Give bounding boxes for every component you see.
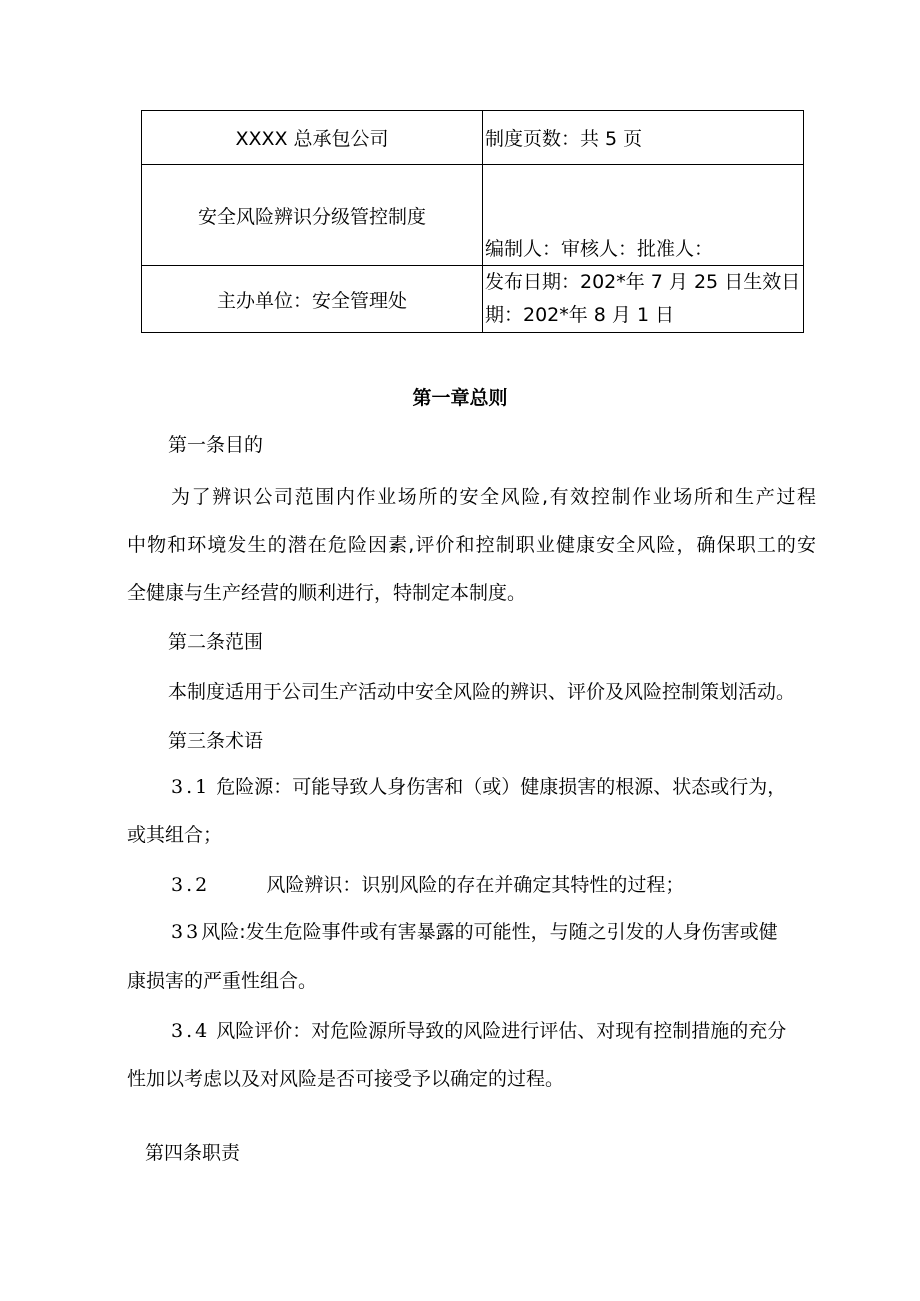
term-3-1-text: 危险源：可能导致人身伤害和（或）健康损害的根源、状态或行为， bbox=[216, 776, 787, 798]
article-1-line-1: 为了辨识公司范围内作业场所的安全风险,有效控制作业场所和生产过程 bbox=[171, 486, 816, 508]
dates-line-2: 期：202*年 8 月 1 日 bbox=[485, 304, 675, 326]
term-3-1-line-2: 或其组合； bbox=[127, 824, 223, 846]
article-1-line-3: 全健康与生产经营的顺利进行，特制定本制度。 bbox=[127, 582, 527, 604]
term-3-1-number: 3.1 bbox=[171, 776, 211, 798]
company-name-cell: XXXX 总承包公司 bbox=[142, 111, 483, 165]
term-3-1-row bbox=[171, 772, 786, 799]
term-3-4-row bbox=[171, 1016, 786, 1043]
article-3-heading: 第三条术语 bbox=[168, 730, 264, 752]
header-row-2 bbox=[142, 165, 804, 266]
term-3-4-text: 风险评价：对危险源所导致的风险进行评估、对现有控制措施的充分 bbox=[216, 1020, 787, 1042]
term-3-3-text: 风险:发生危险事件或有害暴露的可能性，与随之引发的人身伤害或健 bbox=[201, 921, 778, 943]
article-2-text: 本制度适用于公司生产活动中安全风险的辨识、评价及风险控制策划活动。 bbox=[168, 681, 796, 703]
header-row-1 bbox=[142, 111, 804, 165]
term-3-2-number: 3.2 bbox=[171, 874, 211, 896]
article-1-line-2: 中物和环境发生的潜在危险因素,评价和控制职业健康安全风险，确保职工的安 bbox=[127, 534, 816, 556]
article-1-heading: 第一条目的 bbox=[168, 434, 264, 456]
dates-line-1: 发布日期：202*年 7 月 25 日生效日 bbox=[485, 271, 801, 293]
document-header-table bbox=[141, 110, 804, 333]
term-3-3-line-2: 康损害的严重性组合。 bbox=[127, 970, 318, 992]
document-title-cell: 安全风险辨识分级管控制度 bbox=[142, 165, 483, 266]
term-3-4-number: 3.4 bbox=[171, 1020, 211, 1042]
page-count-cell: 制度页数：共 5 页 bbox=[483, 111, 804, 165]
host-unit-cell: 主办单位：安全管理处 bbox=[142, 266, 483, 333]
article-2-heading: 第二条范围 bbox=[168, 631, 264, 653]
term-3-2-row bbox=[171, 870, 684, 897]
chapter-title: 第一章总则 bbox=[412, 387, 508, 409]
term-3-2-text: 风险辨识：识别风险的存在并确定其特性的过程； bbox=[266, 874, 685, 896]
dates-cell bbox=[483, 266, 804, 333]
signatures-cell: 编制人：审核人：批准人： bbox=[483, 165, 804, 266]
header-row-3 bbox=[142, 266, 804, 333]
term-3-4-line-2: 性加以考虑以及对风险是否可接受予以确定的过程。 bbox=[127, 1068, 565, 1090]
term-3-3-row bbox=[171, 917, 778, 944]
article-4-heading: 第四条职责 bbox=[145, 1142, 241, 1164]
term-3-3-number: 33 bbox=[171, 921, 202, 943]
